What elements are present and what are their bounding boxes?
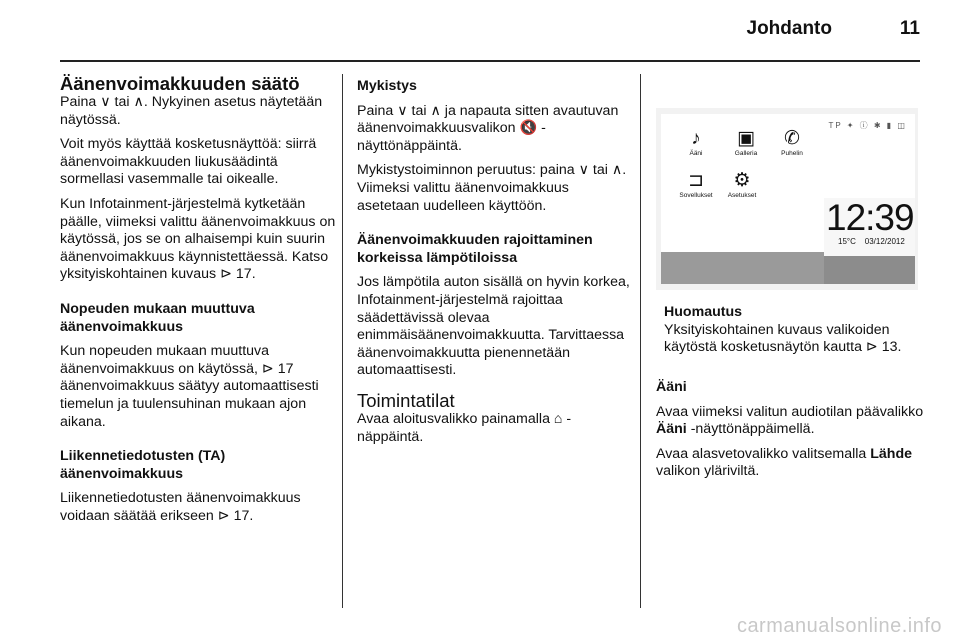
page-header — [60, 14, 920, 54]
subheading: Liikennetiedotusten (TA) äänenvoimakkuus — [60, 448, 226, 482]
column-1 — [60, 74, 336, 532]
paragraph: Voit myös käyttää kosketusnäyttöä: siirrä äänenvoimakkuuden liukusäädintä sormellasi vasemmalle tai oikealle. — [60, 136, 317, 188]
paragraph: Jos lämpötila auton sisällä on hyvin korkea, Infotainment-järjestelmä rajoittaa säädettävissä olevaa enimmäisäänenvoimakkuutta. Tarvittaessa äänenvoimakkuutta pienennetään automaattisesti. — [357, 274, 630, 379]
paragraph: Kun Infotainment-järjestelmä kytketään päälle, viimeksi valittu äänenvoimakkuus on käytössä, jos se on alhaisempi kuin suurin äänenvoimakkuus käynnistettäessä. Katso yksityiskohtainen kuvaus ⊳ 17. — [60, 195, 336, 283]
apps-icon: ⊐ — [688, 170, 704, 191]
column-divider — [342, 74, 343, 608]
app-tile — [673, 170, 719, 199]
header-rule — [60, 60, 920, 62]
clock-info — [838, 237, 905, 246]
gear-icon: ⚙ — [733, 170, 751, 191]
note-box — [664, 304, 924, 357]
home-screen-apps — [661, 114, 824, 252]
watermark: carmanualsonline.info — [736, 615, 942, 637]
app-label: Galleria — [734, 150, 758, 157]
gallery-icon: ▣ — [737, 128, 755, 149]
clock-widget — [824, 198, 915, 256]
temperature: 15°C — [838, 237, 856, 246]
section-heading: Toimintatilat — [357, 389, 455, 411]
paragraph: Paina ∨ tai ∧. Nykyinen asetus näytetään näytössä. — [60, 94, 323, 128]
paragraph: Avaa alasvetovalikko valitsemalla Lähde valikon yläriviltä. — [656, 445, 913, 480]
infotainment-screenshot — [656, 108, 918, 290]
date: 03/12/2012 — [864, 237, 905, 246]
app-tile — [719, 170, 765, 199]
section-heading: Äänenvoimakkuuden säätö — [60, 73, 300, 94]
paragraph: Avaa viimeksi valitun audiotilan päävalikko Ääni -näyttönäppäimellä. — [656, 403, 924, 438]
app-label: Sovellukset — [679, 192, 713, 199]
app-label: Puhelin — [781, 150, 803, 157]
status-icons: TP ✦ ⓘ ✱ ▮ ◫ — [828, 121, 907, 130]
subheading: Mykistys — [357, 78, 417, 94]
note-title: Huomautus — [664, 304, 743, 320]
keyword: Ääni — [656, 421, 687, 438]
app-tile — [769, 128, 815, 157]
app-tile — [723, 128, 769, 157]
section-title: Johdanto — [746, 18, 832, 39]
column-3 — [656, 379, 924, 488]
paragraph: Avaa aloitusvalikko painamalla ⌂ -näppäintä. — [357, 410, 572, 445]
note-text: Yksityiskohtainen kuvaus valikoiden käytöstä kosketusnäytön kautta ⊳ 13. — [664, 321, 902, 356]
paragraph: Liikennetiedotusten äänenvoimakkuus voidaan säätää erikseen ⊳ 17. — [60, 490, 301, 524]
paragraph: Kun nopeuden mukaan muuttuva äänenvoimakkuus on käytössä, ⊳ 17 äänenvoimakkuus säätyy automaattisesti tiemelun ja tuulensuhinan mukaan ajon aikana. — [60, 343, 319, 430]
app-label: Ääni — [689, 150, 703, 157]
column-divider — [640, 74, 641, 608]
phone-icon: ✆ — [784, 128, 800, 149]
page-number: 11 — [899, 18, 920, 39]
subheading: Äänenvoimakkuuden rajoittaminen korkeissa lämpötiloissa — [357, 232, 593, 266]
paragraph: Mykistystoiminnon peruutus: paina ∨ tai ∧. Viimeksi valittu äänenvoimakkuus asetetaan uudelleen käyttöön. — [357, 162, 627, 214]
screen-bottom-area — [661, 252, 824, 284]
note-icon: ♪ — [691, 128, 701, 149]
app-label: Asetukset — [727, 192, 757, 199]
column-2 — [357, 78, 633, 453]
clock-time: 12:39 — [826, 197, 914, 238]
app-tile — [673, 128, 719, 157]
paragraph: Paina ∨ tai ∧ ja napauta sitten avautuvan äänenvoimakkuusvalikon 🔇 -näyttönäppäintä. — [357, 102, 619, 154]
subheading: Ääni — [656, 379, 687, 395]
keyword: Lähde — [870, 445, 913, 462]
subheading: Nopeuden mukaan muuttuva äänenvoimakkuus — [60, 300, 255, 335]
